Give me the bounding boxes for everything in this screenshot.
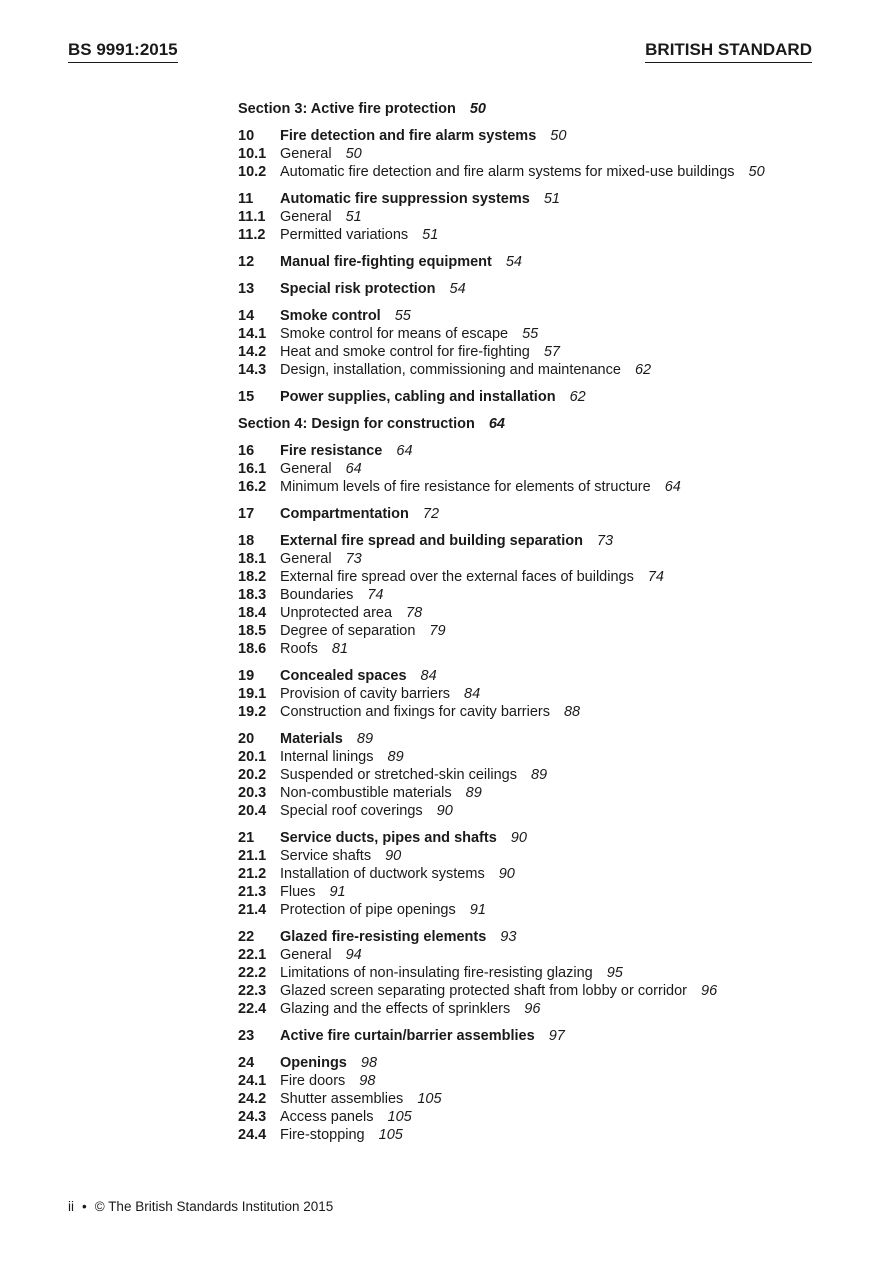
page-ref: 62 <box>634 362 652 378</box>
toc-entry <box>238 1108 838 1126</box>
page-ref: 64 <box>396 443 413 459</box>
toc-entry <box>238 568 838 586</box>
toc-entry <box>238 280 838 298</box>
toc-group <box>238 442 838 496</box>
page-ref: 98 <box>359 1073 376 1089</box>
entry-text <box>280 568 838 586</box>
entry-text <box>280 550 838 568</box>
toc-entry <box>238 532 838 550</box>
toc-entry <box>238 622 838 640</box>
page-ref: 51 <box>422 227 439 243</box>
toc-entry <box>238 388 838 406</box>
toc-entry <box>238 766 838 784</box>
toc-entry <box>238 163 838 181</box>
toc-entry <box>238 442 838 460</box>
toc-entry <box>238 586 838 604</box>
page-ref: 96 <box>524 1001 541 1017</box>
entry-text <box>280 667 838 685</box>
entry-text <box>280 766 838 784</box>
entry-number: 18 <box>238 533 255 549</box>
toc-entry <box>238 127 838 145</box>
toc-group <box>238 253 838 271</box>
entry-title: External fire spread over the external faces of buildings <box>280 569 634 585</box>
toc-group <box>238 1054 838 1144</box>
toc-entry <box>238 505 838 523</box>
toc-entry <box>238 847 838 865</box>
entry-number: 18.6 <box>238 641 267 657</box>
page-ref: 90 <box>436 803 453 819</box>
entry-title: Access panels <box>280 1109 374 1125</box>
entry-text <box>280 847 838 865</box>
page-ref: 72 <box>422 506 440 522</box>
entry-number: 21.2 <box>238 866 267 882</box>
page-ref: 89 <box>387 749 404 765</box>
toc-entry <box>238 703 838 721</box>
entry-number: 21 <box>238 830 255 846</box>
entry-text <box>280 829 838 847</box>
toc-entry <box>238 307 838 325</box>
entry-number: 21.1 <box>238 848 267 864</box>
page-ref: 84 <box>420 668 437 684</box>
entry-title: Permitted variations <box>280 227 409 243</box>
entry-text <box>280 1054 838 1072</box>
page-ref: 89 <box>530 767 548 783</box>
entry-text <box>280 1000 838 1018</box>
toc-entry <box>238 865 838 883</box>
document-code: BS 9991:2015 <box>68 40 178 63</box>
toc-entry <box>238 1054 838 1072</box>
entry-text <box>280 307 838 325</box>
page-ref: 55 <box>522 326 539 342</box>
page-ref: 73 <box>345 551 362 567</box>
entry-text <box>280 532 838 550</box>
entry-text <box>280 730 838 748</box>
toc-entry <box>238 685 838 703</box>
entry-text <box>280 604 838 622</box>
entry-title: Design, installation, commissioning and maintenance <box>280 362 621 378</box>
entry-text <box>280 478 838 496</box>
toc-entry <box>238 982 838 1000</box>
toc-entry <box>238 928 838 946</box>
entry-number: 11.2 <box>238 227 266 243</box>
entry-title: Special risk protection <box>280 281 436 297</box>
entry-title: Automatic fire suppression systems <box>280 191 530 207</box>
entry-title: Service shafts <box>280 848 372 864</box>
entry-number: 20 <box>238 731 255 747</box>
entry-title: Unprotected area <box>280 605 393 621</box>
page-ref: 62 <box>569 389 586 405</box>
entry-title: General <box>280 461 332 477</box>
page-ref: 74 <box>367 587 384 603</box>
entry-text <box>280 280 838 298</box>
toc-group <box>238 127 838 181</box>
entry-number: 23 <box>238 1028 255 1044</box>
page-ref: 95 <box>606 965 623 981</box>
toc-entry <box>238 550 838 568</box>
entry-title: Fire doors <box>280 1073 346 1089</box>
entry-text <box>280 460 838 478</box>
page-ref: 94 <box>345 947 362 963</box>
entry-title: Non-combustible materials <box>280 785 452 801</box>
entry-title: Materials <box>280 731 343 747</box>
toc-entry <box>238 226 838 244</box>
entry-title: Protection of pipe openings <box>280 902 456 918</box>
page-ref: 90 <box>510 830 527 846</box>
entry-title: Boundaries <box>280 587 354 603</box>
entry-text <box>280 640 838 658</box>
entry-number: 14.2 <box>238 344 267 360</box>
page-ref: 73 <box>596 533 614 549</box>
toc-group <box>238 307 838 379</box>
toc-entry <box>238 883 838 901</box>
toc-entry <box>238 667 838 685</box>
page-ref: 51 <box>543 191 560 207</box>
entry-text <box>280 586 838 604</box>
entry-number: 10 <box>238 128 255 144</box>
entry-number: 16.1 <box>238 461 267 477</box>
entry-number: 20.3 <box>238 785 267 801</box>
entry-number: 24.2 <box>238 1091 267 1107</box>
toc-entry <box>238 460 838 478</box>
page-ref: 78 <box>406 605 423 621</box>
entry-number: 21.4 <box>238 902 267 918</box>
toc-section-heading <box>238 100 838 118</box>
page-ref: 50 <box>345 146 362 162</box>
entry-number: 12 <box>238 254 255 270</box>
entry-text <box>280 127 838 145</box>
toc-entry <box>238 145 838 163</box>
entry-title: Degree of separation <box>280 623 416 639</box>
toc-entry <box>238 1072 838 1090</box>
entry-number: 18.4 <box>238 605 267 621</box>
page-ref: 50 <box>748 164 765 180</box>
entry-title: Active fire curtain/barrier assemblies <box>280 1028 535 1044</box>
entry-title: Internal linings <box>280 749 374 765</box>
section-title: Section 4: Design for construction <box>238 416 475 432</box>
copyright-notice: © The British Standards Institution 2015 <box>94 1199 334 1214</box>
toc-entry <box>238 802 838 820</box>
entry-title: Smoke control for means of escape <box>280 326 509 342</box>
entry-number: 10.2 <box>238 164 267 180</box>
page-ref: 105 <box>387 1109 412 1125</box>
entry-text <box>280 1108 838 1126</box>
entry-title: Fire resistance <box>280 443 383 459</box>
page-ref: 91 <box>329 884 346 900</box>
page-ref: 84 <box>464 686 481 702</box>
page-ref: 105 <box>417 1091 442 1107</box>
toc-group <box>238 280 838 298</box>
entry-number: 18.1 <box>238 551 267 567</box>
entry-text <box>280 208 838 226</box>
entry-title: Installation of ductwork systems <box>280 866 485 882</box>
entry-number: 24.1 <box>238 1073 267 1089</box>
toc-entry <box>238 208 838 226</box>
toc-entry <box>238 730 838 748</box>
entry-text <box>280 685 838 703</box>
entry-text <box>280 1090 838 1108</box>
toc-group <box>238 190 838 244</box>
entry-number: 22.4 <box>238 1001 267 1017</box>
toc-entry <box>238 640 838 658</box>
entry-text <box>280 253 838 271</box>
entry-title: Fire-stopping <box>280 1127 365 1143</box>
toc-entry <box>238 946 838 964</box>
toc-group <box>238 829 838 919</box>
table-of-contents <box>238 100 838 1153</box>
entry-title: Compartmentation <box>280 506 409 522</box>
bullet-separator: • <box>82 1199 87 1214</box>
toc-entry <box>238 748 838 766</box>
entry-text <box>280 901 838 919</box>
page-ref: 54 <box>505 254 522 270</box>
entry-text <box>280 928 838 946</box>
page-ref: 64 <box>664 479 681 495</box>
toc-entry <box>238 784 838 802</box>
toc-group <box>238 730 838 820</box>
toc-entry <box>238 1027 838 1045</box>
entry-text <box>280 442 838 460</box>
toc-entry <box>238 343 838 361</box>
page-ref: 50 <box>469 101 486 117</box>
page-ref: 93 <box>500 929 517 945</box>
entry-title: General <box>280 209 332 225</box>
entry-text <box>280 748 838 766</box>
entry-text <box>280 145 838 163</box>
page-ref: 89 <box>465 785 482 801</box>
entry-number: 11 <box>238 191 254 207</box>
page-ref: 74 <box>647 569 664 585</box>
entry-title: Smoke control <box>280 308 381 324</box>
toc-group <box>238 1027 838 1045</box>
entry-number: 19.2 <box>238 704 267 720</box>
page-ref: 64 <box>488 416 505 432</box>
toc-entry <box>238 604 838 622</box>
page-ref: 105 <box>378 1127 403 1143</box>
toc-entry <box>238 1090 838 1108</box>
page-ref: 89 <box>356 731 374 747</box>
entry-text <box>280 946 838 964</box>
entry-text <box>280 622 838 640</box>
entry-number: 22.1 <box>238 947 267 963</box>
entry-number: 13 <box>238 281 255 297</box>
page-ref: 50 <box>550 128 567 144</box>
entry-number: 20.2 <box>238 767 267 783</box>
entry-number: 11.1 <box>238 209 266 225</box>
entry-text <box>280 388 838 406</box>
page-ref: 54 <box>449 281 466 297</box>
page-ref: 90 <box>385 848 402 864</box>
section-title: Section 3: Active fire protection <box>238 101 456 117</box>
entry-number: 10.1 <box>238 146 267 162</box>
entry-number: 14.1 <box>238 326 267 342</box>
entry-text <box>280 1027 838 1045</box>
page-ref: 90 <box>498 866 515 882</box>
entry-text <box>280 343 838 361</box>
toc-entry <box>238 190 838 208</box>
entry-number: 17 <box>238 506 255 522</box>
entry-title: Suspended or stretched-skin ceilings <box>280 767 517 783</box>
entry-title: Heat and smoke control for fire-fighting <box>280 344 530 360</box>
page-ref: 57 <box>543 344 560 360</box>
entry-text <box>280 784 838 802</box>
entry-number: 18.2 <box>238 569 267 585</box>
entry-title: Power supplies, cabling and installation <box>280 389 556 405</box>
entry-title: Glazed screen separating protected shaft from lobby or corridor <box>280 983 688 999</box>
entry-title: Concealed spaces <box>280 668 407 684</box>
toc-group <box>238 928 838 1018</box>
page-ref: 55 <box>394 308 411 324</box>
toc-entry <box>238 478 838 496</box>
page-ref: 98 <box>360 1055 378 1071</box>
entry-number: 19 <box>238 668 255 684</box>
entry-text <box>280 982 838 1000</box>
entry-text <box>280 802 838 820</box>
toc-group <box>238 532 838 658</box>
entry-number: 16 <box>238 443 255 459</box>
toc-entry <box>238 1126 838 1144</box>
entry-title: Manual fire-fighting equipment <box>280 254 492 270</box>
page-ref: 88 <box>563 704 581 720</box>
page-number: ii <box>68 1199 74 1214</box>
entry-number: 22.3 <box>238 983 267 999</box>
entry-text <box>280 505 838 523</box>
page-ref: 51 <box>345 209 362 225</box>
entry-text <box>280 163 838 181</box>
toc-entry <box>238 964 838 982</box>
page-ref: 91 <box>469 902 486 918</box>
entry-text <box>280 226 838 244</box>
toc-entry <box>238 901 838 919</box>
entry-text <box>280 703 838 721</box>
entry-number: 16.2 <box>238 479 267 495</box>
entry-title: Special roof coverings <box>280 803 423 819</box>
toc-group <box>238 505 838 523</box>
page-ref: 64 <box>345 461 362 477</box>
entry-number: 22 <box>238 929 255 945</box>
entry-title: Roofs <box>280 641 318 657</box>
entry-title: Shutter assemblies <box>280 1091 404 1107</box>
entry-number: 18.5 <box>238 623 267 639</box>
entry-text <box>280 883 838 901</box>
entry-title: Provision of cavity barriers <box>280 686 451 702</box>
entry-number: 20.4 <box>238 803 267 819</box>
entry-title: Automatic fire detection and fire alarm systems for mixed-use buildings <box>280 164 735 180</box>
entry-title: Glazing and the effects of sprinklers <box>280 1001 511 1017</box>
entry-title: Minimum levels of fire resistance for elements of structure <box>280 479 651 495</box>
document-type: BRITISH STANDARD <box>645 40 812 63</box>
entry-text <box>280 1072 838 1090</box>
entry-number: 15 <box>238 389 255 405</box>
page-ref: 96 <box>701 983 718 999</box>
page-ref: 81 <box>331 641 349 657</box>
toc-group <box>238 667 838 721</box>
entry-text <box>280 865 838 883</box>
page-ref: 79 <box>429 623 446 639</box>
entry-title: Service ducts, pipes and shafts <box>280 830 497 846</box>
entry-title: External fire spread and building separation <box>280 533 583 549</box>
entry-text <box>280 325 838 343</box>
entry-number: 22.2 <box>238 965 267 981</box>
entry-number: 24.3 <box>238 1109 267 1125</box>
entry-title: General <box>280 551 332 567</box>
entry-number: 24.4 <box>238 1127 267 1143</box>
entry-title: Flues <box>280 884 316 900</box>
page-ref: 97 <box>548 1028 565 1044</box>
entry-number: 14.3 <box>238 362 267 378</box>
entry-title: General <box>280 947 332 963</box>
entry-title: Fire detection and fire alarm systems <box>280 128 537 144</box>
entry-number: 14 <box>238 308 255 324</box>
toc-section-heading <box>238 415 838 433</box>
toc-entry <box>238 325 838 343</box>
entry-title: Glazed fire-resisting elements <box>280 929 487 945</box>
entry-title: Limitations of non-insulating fire-resisting glazing <box>280 965 593 981</box>
toc-entry <box>238 253 838 271</box>
entry-text <box>280 361 838 379</box>
entry-title: General <box>280 146 332 162</box>
entry-text <box>280 1126 838 1144</box>
entry-title: Openings <box>280 1055 347 1071</box>
entry-title: Construction and fixings for cavity barriers <box>280 704 550 720</box>
entry-number: 21.3 <box>238 884 267 900</box>
page-footer <box>68 1199 333 1215</box>
entry-number: 20.1 <box>238 749 267 765</box>
entry-number: 19.1 <box>238 686 267 702</box>
entry-text <box>280 190 838 208</box>
entry-text <box>280 964 838 982</box>
toc-group <box>238 388 838 406</box>
toc-entry <box>238 829 838 847</box>
toc-entry <box>238 361 838 379</box>
entry-number: 24 <box>238 1055 255 1071</box>
toc-entry <box>238 1000 838 1018</box>
entry-number: 18.3 <box>238 587 267 603</box>
